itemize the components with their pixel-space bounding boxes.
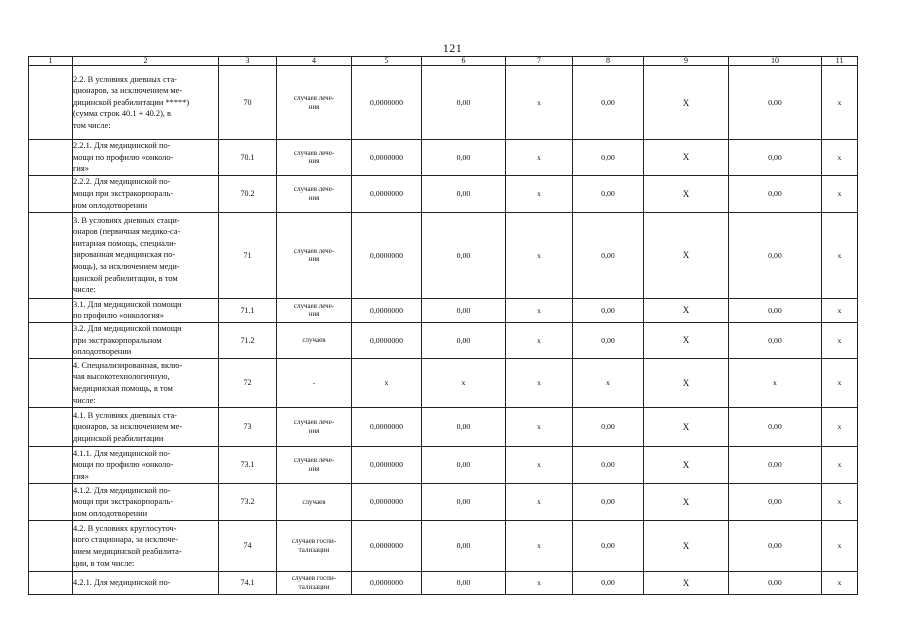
value-col-10: 0,00 bbox=[729, 571, 822, 594]
value-col-9: X bbox=[644, 66, 729, 140]
table-row bbox=[29, 175, 858, 212]
row-description: 3.1. Для медицинской помощи по профилю «онкология» bbox=[73, 298, 219, 322]
value-col-11: x bbox=[822, 175, 858, 212]
column-number: 6 bbox=[422, 57, 506, 66]
value-col-11: x bbox=[822, 66, 858, 140]
value-col-8: 0,00 bbox=[573, 212, 644, 298]
row-code: 72 bbox=[219, 358, 277, 407]
table-row bbox=[29, 298, 858, 322]
value-col-8: 0,00 bbox=[573, 483, 644, 520]
value-col-9: X bbox=[644, 358, 729, 407]
value-col-11: x bbox=[822, 483, 858, 520]
value-col-8: x bbox=[573, 358, 644, 407]
value-col-6: 0,00 bbox=[422, 212, 506, 298]
table-row bbox=[29, 140, 858, 176]
row-description: 3. В условиях дневных стаци- онаров (первичная медико-са- нитарная помощь, специали- зированная медицинская по- мощь), за исключением меди- цинской реабилитации, в том числе: bbox=[73, 212, 219, 298]
column-number: 11 bbox=[822, 57, 858, 66]
unit-of-measure: случаев лече- ния bbox=[277, 446, 352, 483]
value-col-7: x bbox=[506, 446, 573, 483]
value-col-8: 0,00 bbox=[573, 407, 644, 446]
row-description: 4. Специализированная, вклю- чая высокотехнологичную, медицинская помощь, в том числе: bbox=[73, 358, 219, 407]
value-col-8: 0,00 bbox=[573, 571, 644, 594]
row-description: 3.2. Для медицинской помощи при экстракорпоральном оплодотворении bbox=[73, 322, 219, 358]
row-description: 4.2.1. Для медицинской по- bbox=[73, 571, 219, 594]
value-col-11: x bbox=[822, 140, 858, 176]
value-col-11: x bbox=[822, 520, 858, 571]
value-col-8: 0,00 bbox=[573, 298, 644, 322]
value-col-7: x bbox=[506, 66, 573, 140]
value-col-6: 0,00 bbox=[422, 66, 506, 140]
value-col-6: 0,00 bbox=[422, 298, 506, 322]
blank-cell bbox=[29, 571, 73, 594]
page-number: 121 bbox=[442, 41, 463, 55]
unit-of-measure: случаев лече- ния bbox=[277, 140, 352, 176]
table-row bbox=[29, 483, 858, 520]
row-description: 4.1.1. Для медицинской по- мощи по профилю «онколо- гия» bbox=[73, 446, 219, 483]
value-col-5: 0,0000000 bbox=[352, 407, 422, 446]
value-col-7: x bbox=[506, 358, 573, 407]
table-row bbox=[29, 571, 858, 594]
data-table bbox=[28, 56, 858, 595]
value-col-9: X bbox=[644, 298, 729, 322]
value-col-10: 0,00 bbox=[729, 212, 822, 298]
value-col-5: 0,0000000 bbox=[352, 483, 422, 520]
row-code: 73.2 bbox=[219, 483, 277, 520]
value-col-9: X bbox=[644, 483, 729, 520]
column-number: 8 bbox=[573, 57, 644, 66]
row-code: 71 bbox=[219, 212, 277, 298]
blank-cell bbox=[29, 520, 73, 571]
value-col-11: x bbox=[822, 212, 858, 298]
row-description: 2.2.1. Для медицинской по- мощи по профилю «онколо- гия» bbox=[73, 140, 219, 176]
table-row bbox=[29, 212, 858, 298]
value-col-5: 0,0000000 bbox=[352, 66, 422, 140]
value-col-5: 0,0000000 bbox=[352, 140, 422, 176]
value-col-9: X bbox=[644, 446, 729, 483]
row-description: 4.1.2. Для медицинской по- мощи при экстракорпораль- ном оплодотворении bbox=[73, 483, 219, 520]
value-col-8: 0,00 bbox=[573, 322, 644, 358]
unit-of-measure: случаев госпи- тализации bbox=[277, 571, 352, 594]
row-code: 70.2 bbox=[219, 175, 277, 212]
value-col-6: 0,00 bbox=[422, 140, 506, 176]
value-col-10: 0,00 bbox=[729, 175, 822, 212]
value-col-11: x bbox=[822, 358, 858, 407]
value-col-8: 0,00 bbox=[573, 66, 644, 140]
value-col-8: 0,00 bbox=[573, 520, 644, 571]
unit-of-measure: случаев лече- ния bbox=[277, 212, 352, 298]
column-number: 9 bbox=[644, 57, 729, 66]
column-number: 10 bbox=[729, 57, 822, 66]
value-col-9: X bbox=[644, 520, 729, 571]
row-code: 74.1 bbox=[219, 571, 277, 594]
row-description: 2.2.2. Для медицинской по- мощи при экстракорпораль- ном оплодотворении bbox=[73, 175, 219, 212]
value-col-9: X bbox=[644, 322, 729, 358]
value-col-6: 0,00 bbox=[422, 407, 506, 446]
unit-of-measure: случаев bbox=[277, 483, 352, 520]
value-col-10: x bbox=[729, 358, 822, 407]
unit-of-measure: случаев лече- ния bbox=[277, 66, 352, 140]
value-col-10: 0,00 bbox=[729, 407, 822, 446]
blank-cell bbox=[29, 358, 73, 407]
unit-of-measure: случаев лече- ния bbox=[277, 175, 352, 212]
value-col-7: x bbox=[506, 483, 573, 520]
value-col-5: 0,0000000 bbox=[352, 446, 422, 483]
blank-cell bbox=[29, 322, 73, 358]
value-col-6: x bbox=[422, 358, 506, 407]
value-col-10: 0,00 bbox=[729, 66, 822, 140]
column-number: 1 bbox=[29, 57, 73, 66]
column-number-row bbox=[29, 57, 858, 66]
row-code: 71.1 bbox=[219, 298, 277, 322]
value-col-10: 0,00 bbox=[729, 483, 822, 520]
table-row bbox=[29, 446, 858, 483]
value-col-7: x bbox=[506, 322, 573, 358]
row-code: 70 bbox=[219, 66, 277, 140]
column-number: 4 bbox=[277, 57, 352, 66]
row-code: 73 bbox=[219, 407, 277, 446]
value-col-6: 0,00 bbox=[422, 571, 506, 594]
unit-of-measure: случаев лече- ния bbox=[277, 407, 352, 446]
value-col-11: x bbox=[822, 407, 858, 446]
value-col-10: 0,00 bbox=[729, 322, 822, 358]
value-col-5: 0,0000000 bbox=[352, 322, 422, 358]
value-col-6: 0,00 bbox=[422, 322, 506, 358]
blank-cell bbox=[29, 483, 73, 520]
value-col-9: X bbox=[644, 175, 729, 212]
blank-cell bbox=[29, 407, 73, 446]
value-col-7: x bbox=[506, 212, 573, 298]
value-col-5: x bbox=[352, 358, 422, 407]
column-number: 5 bbox=[352, 57, 422, 66]
blank-cell bbox=[29, 66, 73, 140]
value-col-5: 0,0000000 bbox=[352, 520, 422, 571]
blank-cell bbox=[29, 212, 73, 298]
value-col-7: x bbox=[506, 520, 573, 571]
blank-cell bbox=[29, 175, 73, 212]
table-row bbox=[29, 520, 858, 571]
column-number: 7 bbox=[506, 57, 573, 66]
value-col-6: 0,00 bbox=[422, 446, 506, 483]
value-col-10: 0,00 bbox=[729, 298, 822, 322]
value-col-9: X bbox=[644, 140, 729, 176]
value-col-7: x bbox=[506, 407, 573, 446]
value-col-7: x bbox=[506, 175, 573, 212]
unit-of-measure: случаев лече- ния bbox=[277, 298, 352, 322]
blank-cell bbox=[29, 298, 73, 322]
value-col-11: x bbox=[822, 298, 858, 322]
unit-of-measure: случаев госпи- тализации bbox=[277, 520, 352, 571]
row-description: 4.1. В условиях дневных ста- ционаров, за исключением ме- дицинской реабилитации bbox=[73, 407, 219, 446]
table-row bbox=[29, 66, 858, 140]
value-col-9: X bbox=[644, 571, 729, 594]
row-code: 70.1 bbox=[219, 140, 277, 176]
value-col-6: 0,00 bbox=[422, 483, 506, 520]
value-col-9: X bbox=[644, 407, 729, 446]
column-number: 3 bbox=[219, 57, 277, 66]
value-col-10: 0,00 bbox=[729, 520, 822, 571]
value-col-5: 0,0000000 bbox=[352, 298, 422, 322]
value-col-7: x bbox=[506, 140, 573, 176]
value-col-8: 0,00 bbox=[573, 140, 644, 176]
table-body bbox=[29, 66, 858, 595]
value-col-8: 0,00 bbox=[573, 446, 644, 483]
value-col-10: 0,00 bbox=[729, 446, 822, 483]
value-col-5: 0,0000000 bbox=[352, 212, 422, 298]
row-description: 4.2. В условиях круглосуточ- ного стационара, за исключе- нием медицинской реабилита- ции, в том числе: bbox=[73, 520, 219, 571]
value-col-9: X bbox=[644, 212, 729, 298]
value-col-10: 0,00 bbox=[729, 140, 822, 176]
value-col-11: x bbox=[822, 446, 858, 483]
blank-cell bbox=[29, 140, 73, 176]
row-code: 71.2 bbox=[219, 322, 277, 358]
column-number: 2 bbox=[73, 57, 219, 66]
table-row bbox=[29, 322, 858, 358]
value-col-7: x bbox=[506, 298, 573, 322]
blank-cell bbox=[29, 446, 73, 483]
row-code: 73.1 bbox=[219, 446, 277, 483]
unit-of-measure: случаев bbox=[277, 322, 352, 358]
table-row bbox=[29, 407, 858, 446]
value-col-11: x bbox=[822, 322, 858, 358]
value-col-7: x bbox=[506, 571, 573, 594]
value-col-5: 0,0000000 bbox=[352, 571, 422, 594]
value-col-6: 0,00 bbox=[422, 175, 506, 212]
unit-of-measure: - bbox=[277, 358, 352, 407]
row-code: 74 bbox=[219, 520, 277, 571]
row-description: 2.2. В условиях дневных ста- ционаров, за исключением ме- дицинской реабилитации *****) (сумма строк 40.1 + 40.2), в том числе: bbox=[73, 66, 219, 140]
value-col-5: 0,0000000 bbox=[352, 175, 422, 212]
value-col-6: 0,00 bbox=[422, 520, 506, 571]
table-row bbox=[29, 358, 858, 407]
value-col-11: x bbox=[822, 571, 858, 594]
value-col-8: 0,00 bbox=[573, 175, 644, 212]
